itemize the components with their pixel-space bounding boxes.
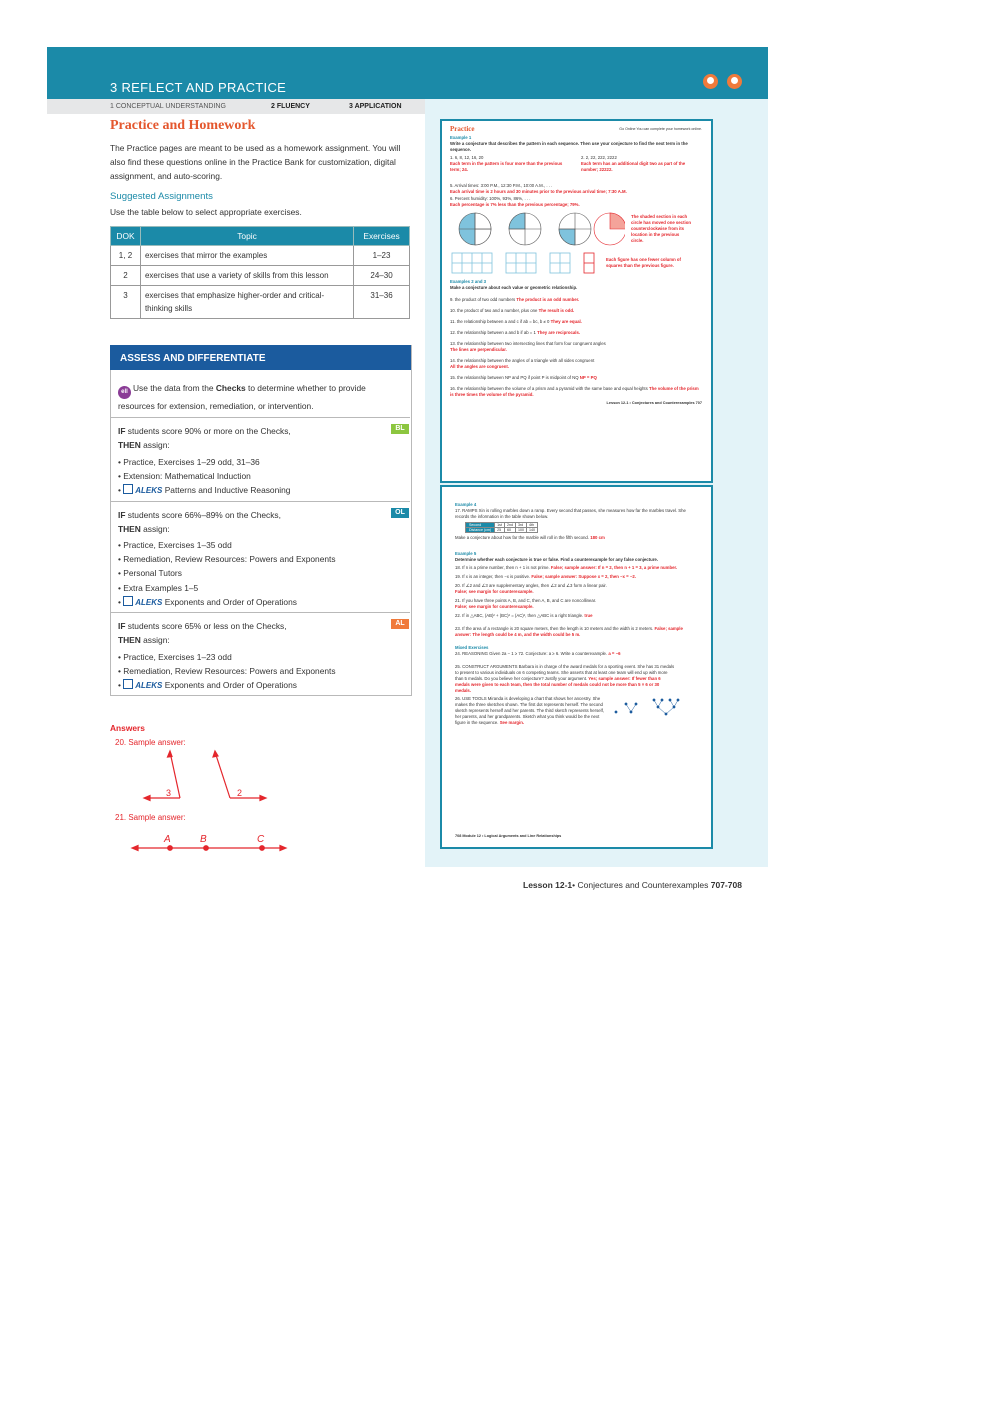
bullets-bl [118, 455, 403, 499]
topic-header: Topic [140, 227, 353, 246]
condition-ol [118, 508, 388, 536]
badge-al: AL [391, 619, 409, 629]
exercise: 16. the relationship between the volume of a prism and a pyramid with the same base and equal heights [450, 386, 648, 391]
answer: NP = PQ [579, 375, 597, 380]
assess-heading-text: ASSESS AND DIFFERENTIATE [120, 353, 266, 364]
answer: They are equal. [550, 319, 582, 324]
answer: See margin. [499, 720, 525, 725]
table-cell: 4th [526, 523, 537, 528]
answer: Each arrival time is 2 hours and 30 minutes prior to the previous arrival time; 7:30 A.M. [450, 189, 627, 194]
table-cell: 100 [515, 528, 526, 533]
list-item: • Personal Tutors [118, 568, 182, 579]
point-label: B [200, 834, 207, 845]
answer-20-figure [140, 748, 270, 804]
exercises-cell: 24–30 [354, 266, 410, 286]
angle-label: 3 [166, 788, 172, 798]
answer: False; see margin for counterexample. [455, 604, 534, 609]
exercise: 25. CONSTRUCT ARGUMENTS Barbara is in charge of the award medals for a sporting event. She has 31 medals to present to various individuals on 6 competing teams. She asserts that at least one team will end up with more than 5 medals. Do you believe her conjecture? Justify your argument. [455, 664, 675, 681]
table-cell: 1st [495, 523, 505, 528]
list-item: • Practice, Exercises 1–35 odd [118, 540, 232, 550]
assign-label: assign: [143, 635, 170, 645]
exercise: 21. If you have three points A, B, and C, then A, B, and C are noncollinear. [455, 598, 597, 603]
table-cell: 3rd [515, 523, 526, 528]
answer: true [584, 613, 593, 618]
assign-label: assign: [143, 440, 170, 450]
then-label: THEN [118, 440, 141, 450]
aleks-logo: ALEKS [135, 597, 163, 607]
exercise: 22. If in △ABC, (AB)² + (BC)² = (AC)², then △ABC is a right triangle. [455, 613, 584, 618]
exercise: 26. USE TOOLS Miranda is developing a chart that shows her ancestry. She makes the three sketches shown. The first dot represents herself. The second sketch represents herself and her parents. The third sketch represents herself, her parents, and her grandparents. Sketch what you think would be the next figure in the sequence. [455, 696, 604, 725]
table-cell: 2nd [504, 523, 515, 528]
tab-fluency[interactable]: 2 FLUENCY [271, 103, 310, 110]
list-item: • Remediation, Review Resources: Powers and Exponents [118, 554, 336, 565]
bullets-al [118, 650, 403, 694]
suggested-assignments-heading: Suggested Assignments [110, 191, 213, 202]
ancestry-dots-figure [611, 696, 691, 718]
section-title: 3 REFLECT AND PRACTICE [110, 80, 287, 95]
list-item: • Practice, Exercises 1–29 odd, 31–36 [118, 457, 260, 467]
example-label: Example 4 [455, 502, 477, 507]
footer-lesson: 12-1 [555, 880, 573, 890]
condition-text: students score 66%–89% on the Checks, [127, 510, 281, 520]
exercises-cell: 31–36 [354, 286, 410, 319]
aleks-logo: ALEKS [135, 486, 163, 496]
answers-heading: Answers [110, 723, 145, 733]
example-label: Example 5 [455, 551, 477, 556]
list-item: • Extension: Mathematical Induction [118, 471, 251, 482]
list-item: • ALEKS Patterns and Inductive Reasoning [118, 483, 403, 498]
footer-prefix: Lesson [523, 880, 553, 890]
dok-cell: 3 [111, 286, 141, 319]
table-cell: 140 [526, 528, 537, 533]
if-label: IF [118, 621, 126, 631]
go-online-note: Go Online You can complete your homework online. [619, 127, 702, 131]
exercise: 17. RAMPS Xin is rolling marbles down a ramp. Every second that passes, she measures how far the marbles travel. She records the information in the table shown below. [455, 508, 686, 519]
topic-cell: exercises that use a variety of skills from this lesson [140, 266, 353, 286]
exercises-cell: 1–23 [354, 246, 410, 266]
exercise: 24. REASONING Given 2a − 1 ≥ 72. Conjecture: a ≥ 6. Write a counterexample. [455, 651, 608, 656]
list-item: • Extra Examples 1–5 [118, 582, 199, 593]
answer: The shaded section in each circle has moved one section counterclockwise from its location in the previous circle. [631, 214, 691, 243]
student-icon [703, 74, 718, 89]
exercise: 10. the product of two and a number, plus one [450, 308, 538, 313]
page-708-footer: 708 Module 12 • Logical Arguments and Line Relationships [455, 834, 562, 838]
answer: Each term has an additional digit two as part of the number; 22222. [581, 161, 686, 172]
condition-text: students score 65% or less on the Checks, [127, 621, 287, 631]
answer: The product is an odd number. [516, 297, 580, 302]
aleks-icon [123, 596, 133, 606]
mixed-exercises-label: Mixed Exercises [455, 645, 489, 650]
point-label: A [164, 834, 171, 845]
divider [110, 501, 410, 502]
answer: The volume of the prism is three times the volume of the pyramid. [450, 386, 699, 397]
exercise: Make a conjecture about how far the marble will roll in the fifth second. [455, 535, 589, 540]
page-708-content [455, 502, 697, 726]
answer: Yes; sample answer: If fewer than 6 medals were given to each team, then the total number of medals could not be more than 5 × 6 or 30 medals. [455, 676, 661, 693]
exercise: 2. 2, 22, 222, 2222 [581, 155, 617, 160]
marble-table [465, 522, 538, 533]
exercise: 18. If n is a prime number, then n + 1 is not prime. [455, 565, 550, 570]
condition-al [118, 619, 388, 647]
aleks-item[interactable]: Exponents and Order of Operations [164, 680, 297, 691]
instructions: Write a conjecture that describes the pattern in each sequence. Then use your conjecture to find the next term in the sequence. [450, 141, 688, 152]
exercise: 12. the relationship between a and b if ab = 1 [450, 330, 536, 335]
list-item: • Practice, Exercises 1–23 odd [118, 652, 232, 662]
answer: Each term in the pattern is four more than the previous term; 24. [450, 161, 563, 172]
example-label: Example 1 [450, 135, 472, 140]
then-label: THEN [118, 635, 141, 645]
ell-icon: ell [118, 386, 131, 399]
assign-label: assign: [143, 524, 170, 534]
exercise: 19. If x is an integer, then −x is positive. [455, 574, 531, 579]
answer: All the angles are congruent. [450, 364, 509, 369]
grid-sequence-figure [450, 251, 600, 275]
answer: a = −6 [608, 651, 621, 656]
tab-conceptual-understanding[interactable]: 1 CONCEPTUAL UNDERSTANDING [110, 103, 226, 110]
aleks-item[interactable]: Exponents and Order of Operations [164, 596, 297, 607]
aleks-icon [123, 679, 133, 689]
exercise: 11. the relationship between a and c if ab = bc, b ≠ 0 [450, 319, 550, 324]
footer-title: • Conjectures and Counterexamples [572, 880, 709, 890]
list-item: • ALEKS Exponents and Order of Operations [118, 595, 403, 610]
dok-header: DOK [111, 227, 141, 246]
condition-bl [118, 424, 388, 452]
angle-label: 2 [237, 788, 243, 798]
answer: False; sample answer: The length could be 4 m, and the width could be 5 m. [455, 626, 683, 637]
exercise: 9. the product of two odd numbers [450, 297, 516, 302]
point-label: C [257, 834, 265, 845]
intro-checks: Checks [215, 383, 246, 393]
instructions: Determine whether each conjecture is true or false. Find a counterexample for any false conjecture. [455, 557, 658, 562]
assess-intro [118, 381, 403, 413]
exercise: 13. the relationship between two intersecting lines that form four congruent angles [450, 341, 606, 346]
aleks-logo: ALEKS [135, 681, 163, 691]
answer: False; see margin for counterexample. [455, 589, 534, 594]
page-707-title: Practice [450, 125, 475, 133]
answer: Each percentage is 7% less than the previous percentage; 79%. [450, 202, 580, 207]
divider [110, 612, 410, 613]
tab-application[interactable]: 3 APPLICATION [349, 103, 402, 110]
table-cell: 25 [495, 528, 505, 533]
list-item: • ALEKS Exponents and Order of Operations [118, 678, 403, 693]
suggested-assignments-text: Use the table below to select appropriate exercises. [110, 207, 302, 217]
condition-text: students score 90% or more on the Checks, [127, 426, 291, 436]
intro-text: to determine whether to provide resources for extension, remediation, or intervention. [118, 383, 366, 411]
topic-cell: exercises that mirror the examples [140, 246, 353, 266]
exercise: 6. Percent humidity: 100%, 93%, 86%, . . . [450, 196, 531, 201]
practice-heading: Practice and Homework [110, 118, 256, 133]
aleks-item[interactable]: Patterns and Inductive Reasoning [164, 485, 291, 496]
instructions: Make a conjecture about each value or geometric relationship. [450, 285, 578, 290]
dok-table [110, 226, 410, 319]
assess-heading [110, 345, 411, 370]
circle-sequence-figure [450, 211, 625, 247]
page-707-content [450, 125, 702, 406]
bullets-ol [118, 538, 403, 610]
answer: False; sample answer: If n = 2, then n + 1 = 3, a prime number. [550, 565, 678, 570]
exercises-header: Exercises [354, 227, 410, 246]
table-row [111, 246, 410, 266]
footer-pages: 707-708 [710, 880, 742, 890]
answer-21-figure [130, 828, 290, 856]
exercise: 14. the relationship between the angles of a triangle with all sides congruent [450, 358, 595, 363]
exercise: 20. If ∠2 and ∠3 are supplementary angles, then ∠2 and ∠3 form a linear pair. [455, 583, 607, 588]
if-label: IF [118, 426, 126, 436]
then-label: THEN [118, 524, 141, 534]
page-footer [523, 880, 742, 890]
exercise: 15. the relationship between NP and PQ if point P is midpoint of NQ [450, 375, 579, 380]
group-icon [727, 74, 742, 89]
aleks-icon [123, 484, 133, 494]
topic-cell: exercises that emphasize higher-order and critical-thinking skills [140, 286, 353, 319]
table-cell: 60 [504, 528, 515, 533]
dok-cell: 1, 2 [111, 246, 141, 266]
dok-cell: 2 [111, 266, 141, 286]
exercise: 23. If the area of a rectangle is 20 square meters, then the length is 10 meters and the width is 2 meters. [455, 626, 654, 631]
table-row [111, 266, 410, 286]
if-label: IF [118, 510, 126, 520]
table-cell: Distance (cm) [466, 528, 495, 533]
exercise: 1. 6, 8, 12, 16, 20 [450, 155, 484, 160]
badge-ol: OL [391, 508, 409, 518]
table-cell: Second [466, 523, 495, 528]
example-label: Examples 2 and 3 [450, 279, 487, 284]
practice-paragraph: The Practice pages are meant to be used as a homework assignment. You will also find these questions online in the Practice Bank for customization, digital assignment, and auto-scoring. [110, 143, 401, 181]
answer: They are reciprocals. [537, 330, 581, 335]
answer: The lines are perpendicular. [450, 347, 507, 352]
answer-20-label: 20. Sample answer: [115, 738, 186, 747]
intro-text: Use the data from the [133, 383, 214, 393]
table-row [111, 286, 410, 319]
page-707-footer: Lesson 12-1 • Conjectures and Counterexamples 707 [606, 401, 702, 405]
divider [110, 417, 410, 418]
exercise: 5. Arrival times: 3:00 P.M., 12:30 P.M., 10:00 A.M., . . . [450, 183, 553, 188]
badge-bl: BL [391, 424, 409, 434]
answer: Each figure has one fewer column of squares than the previous figure. [606, 257, 681, 268]
answer: The result is odd. [538, 308, 575, 313]
answer-21-label: 21. Sample answer: [115, 813, 186, 822]
answer: 180 cm [590, 535, 605, 540]
answer: False; sample answer: Suppose x = 2, then −x = −2. [531, 574, 636, 579]
list-item: • Remediation, Review Resources: Powers and Exponents [118, 666, 336, 677]
